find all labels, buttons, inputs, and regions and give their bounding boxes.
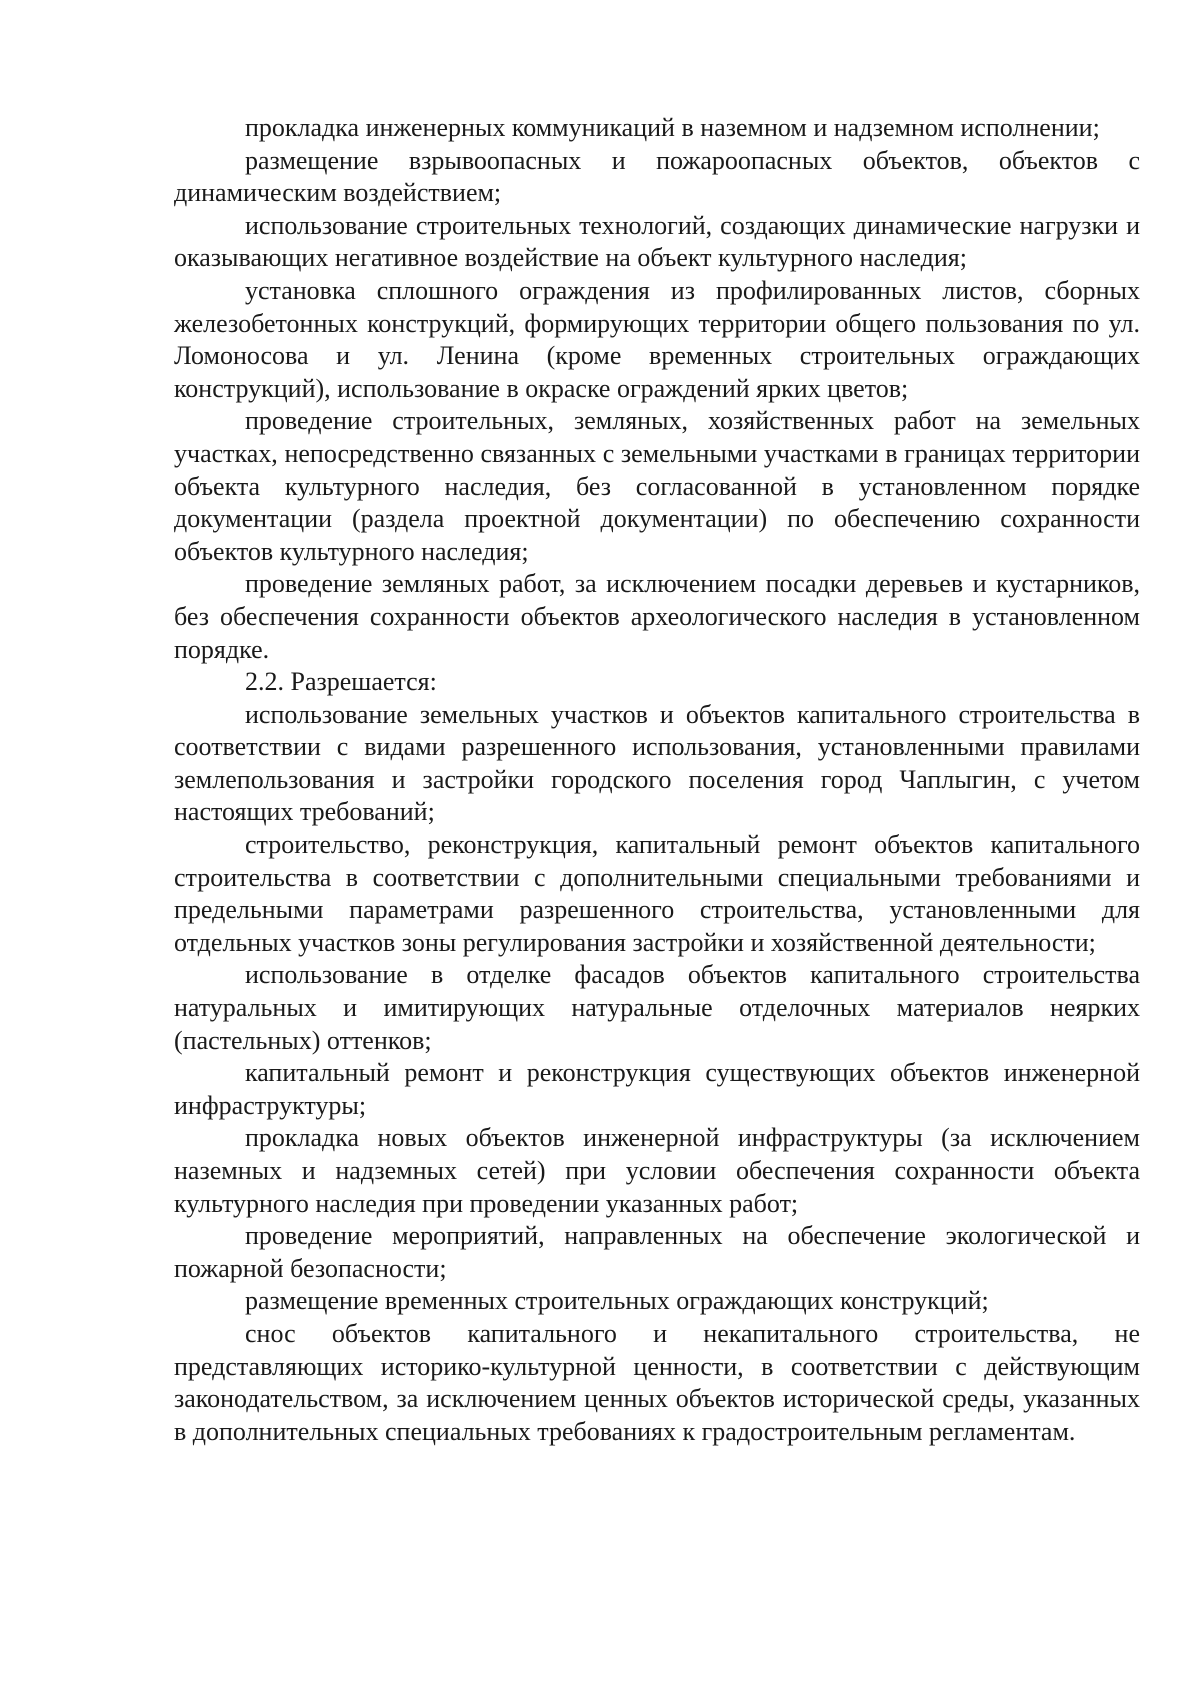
paragraph-explosive-objects: размещение взрывоопасных и пожароопасных объектов, объектов с динамическим воздействием; bbox=[174, 145, 1140, 208]
paragraph-safety-measures: проведение мероприятий, направленных на обеспечение экологической и пожарной безопасности; bbox=[174, 1221, 1140, 1283]
paragraph-infrastructure-repair: капитальный ремонт и реконструкция существующих объектов инженерной инфраструктуры; bbox=[174, 1058, 1140, 1120]
paragraph-demolition: снос объектов капитального и некапитального строительства, не представляющих историко-культурной ценности, в соответствии с действующим законодательством, за исключением ценных объектов исторической среды, указанных в дополнительных специальных требованиях к градостроительным регламентам. bbox=[174, 1318, 1140, 1446]
paragraph-solid-fencing: установка сплошного ограждения из профилированных листов, сборных железобетонных конструкций, формирующих территории общего пользования по ул. Ломоносова и ул. Ленина (кроме временных строительных ограждающих конструкций), использование в окраске ограждений ярких цветов; bbox=[174, 275, 1140, 403]
paragraph-earth-works: проведение земляных работ, за исключением посадки деревьев и кустарников, без обеспечения сохранности объектов археологического наследия в установленном порядке. bbox=[174, 569, 1140, 664]
paragraph-dynamic-technologies: использование строительных технологий, создающих динамические нагрузки и оказывающих негативное воздействие на объект культурного наследия; bbox=[174, 210, 1140, 273]
paragraph-construction-reconstruction: строительство, реконструкция, капитальный ремонт объектов капитального строительства в соответствии с дополнительными специальными требованиями и предельными параметрами разрешенного строительства, установленными для отдельных участков зоны регулирования застройки и хозяйственной деятельности; bbox=[174, 830, 1140, 957]
paragraph-new-infrastructure: прокладка новых объектов инженерной инфраструктуры (за исключением наземных и надземных сетей) при условии обеспечения сохранности объекта культурного наследия при проведении указанных работ; bbox=[174, 1123, 1140, 1218]
paragraph-facade-finishing: использование в отделке фасадов объектов капитального строительства натуральных и имитирующих натуральные отделочных материалов неярких (пастельных) оттенков; bbox=[174, 960, 1140, 1055]
document-page bbox=[174, 112, 1140, 1448]
paragraph-ground-utilities: прокладка инженерных коммуникаций в наземном и надземном исполнении; bbox=[245, 113, 1100, 142]
paragraph-land-use: использование земельных участков и объектов капитального строительства в соответствии с видами разрешенного использования, установленными правилами землепользования и застройки городского поселения город Чаплыгин, с учетом настоящих требований; bbox=[174, 699, 1140, 827]
paragraph-construction-works: проведение строительных, земляных, хозяйственных работ на земельных участках, непосредственно связанных с земельными участками в границах территории объекта культурного наследия, без согласованной в установленном порядке документации (раздела проектной документации) по обеспечению сохранности объектов культурного наследия; bbox=[174, 406, 1140, 566]
section-heading-permitted: 2.2. Разрешается: bbox=[245, 667, 437, 697]
paragraph-temporary-fencing: размещение временных строительных ограждающих конструкций; bbox=[245, 1286, 989, 1316]
